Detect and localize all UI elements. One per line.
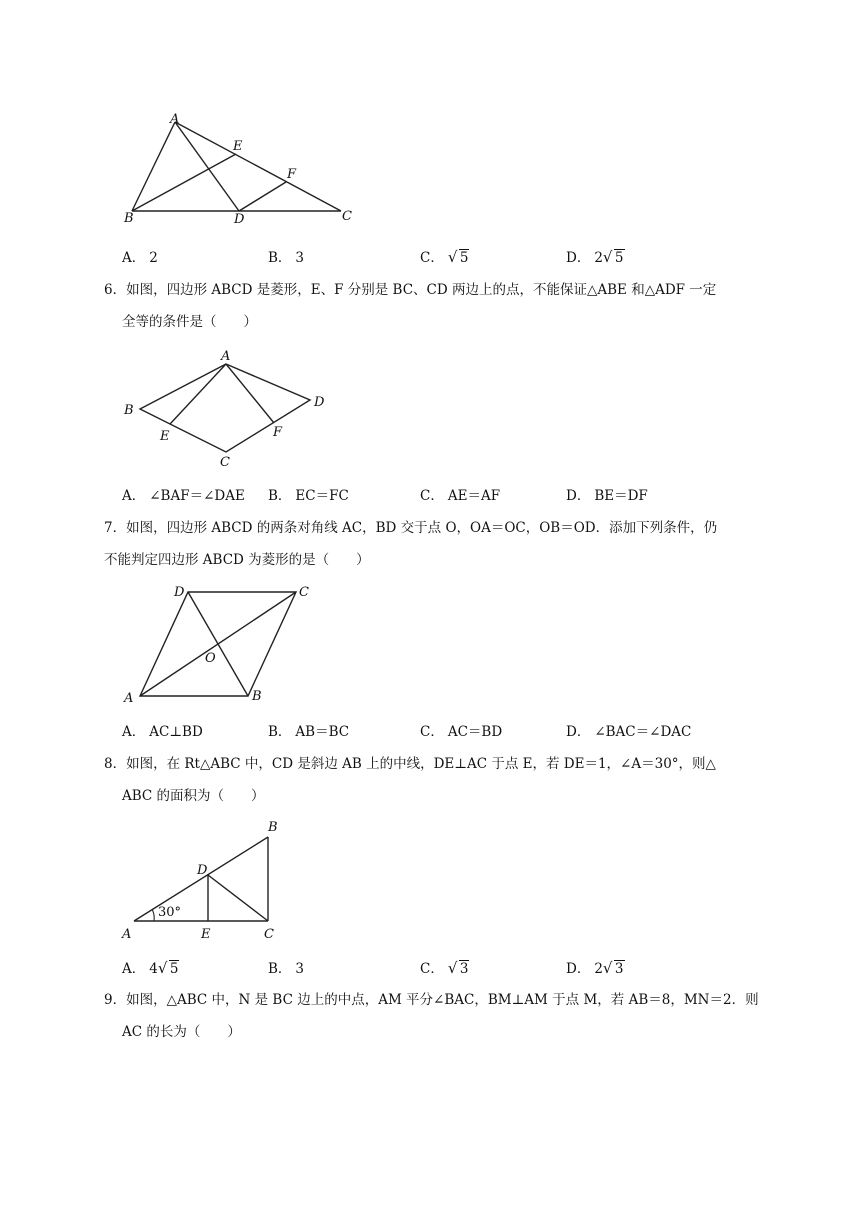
q6-figure	[118, 344, 348, 474]
q5-segment-ab	[132, 122, 175, 211]
q6-option-a[interactable]: A． ∠BAF＝∠DAE	[122, 488, 245, 504]
q8-label-d: D	[197, 863, 208, 878]
q8-figure	[118, 816, 298, 946]
q8-label-b: B	[268, 820, 278, 835]
q6-label-c: C	[220, 455, 230, 470]
q5-option-c[interactable]: C．√ 5	[420, 246, 469, 266]
q8-segment-dc	[208, 875, 268, 921]
q7-label-c: C	[299, 585, 309, 600]
q8-line-1: 8．如图，在 Rt△ABC 中，CD 是斜边 AB 上的中线，DE⊥AC 于点 E，若 DE＝1，∠A＝30°，则△	[104, 756, 716, 772]
q7-stem	[104, 512, 784, 576]
q7-label-d: D	[174, 585, 185, 600]
q5-option-d-radical: √ 5	[603, 250, 625, 266]
q5-label-a: A	[170, 112, 180, 127]
q6-label-f: F	[273, 425, 283, 440]
q6-label-a: A	[221, 349, 231, 364]
q5-option-a[interactable]: A． 2	[122, 250, 158, 266]
q7-option-c[interactable]: C． AC＝BD	[420, 724, 503, 740]
q5-option-d[interactable]: D． 2√ 5	[566, 246, 625, 266]
q8-option-c-radical: √ 3	[448, 961, 470, 977]
q6-line-1: 6．如图，四边形 ABCD 是菱形，E、F 分别是 BC、CD 两边上的点，不能保证△ABE 和△ADF 一定	[104, 282, 717, 298]
q6-line-2: 全等的条件是（ ）	[122, 314, 257, 330]
q7-label-b: B	[252, 689, 262, 704]
q6-label-b: B	[124, 403, 134, 418]
q8-option-a[interactable]: A． 4√ 5	[122, 957, 179, 977]
q6-segment-ae	[170, 364, 226, 424]
q8-option-d-radical: √ 3	[603, 961, 625, 977]
q8-label-e: E	[201, 927, 211, 942]
q7-option-a[interactable]: A． AC⊥BD	[122, 724, 203, 740]
q5-option-c-radical: √ 5	[448, 250, 470, 266]
q6-label-e: E	[160, 429, 170, 444]
q5-option-b[interactable]: B． 3	[268, 250, 305, 266]
q6-stem	[104, 274, 784, 338]
q5-segment-ad	[175, 122, 239, 211]
q8-stem	[104, 748, 784, 812]
q8-angle-label: 30°	[158, 905, 182, 920]
q7-diagonal-bd	[188, 592, 248, 696]
q6-label-d: D	[314, 395, 325, 410]
q9-line-2: AC 的长为（ ）	[122, 1024, 241, 1040]
q8-option-d[interactable]: D． 2√ 3	[566, 957, 625, 977]
q5-label-e: E	[233, 139, 243, 154]
q6-segment-af	[226, 364, 274, 423]
q8-option-a-radical: √ 5	[158, 961, 180, 977]
q7-option-b[interactable]: B． AB＝BC	[268, 724, 350, 740]
q7-label-a: A	[124, 691, 134, 706]
q5-label-b: B	[124, 211, 134, 226]
q8-segment-ab	[134, 837, 268, 921]
q9-line-1: 9．如图，△ABC 中，N 是 BC 边上的中点，AM 平分∠BAC，BM⊥AM 于点 M，若 AB＝8，MN＝2．则	[104, 992, 759, 1008]
q8-label-c: C	[264, 927, 274, 942]
q6-option-c[interactable]: C． AE＝AF	[420, 488, 501, 504]
q7-option-d[interactable]: D． ∠BAC＝∠DAC	[566, 724, 692, 740]
q8-option-b[interactable]: B． 3	[268, 961, 305, 977]
q5-label-f: F	[287, 167, 297, 182]
q6-option-b[interactable]: B． EC＝FC	[268, 488, 349, 504]
q8-option-c[interactable]: C．√ 3	[420, 957, 469, 977]
q7-line-2: 不能判定四边形 ABCD 为菱形的是（ ）	[104, 552, 370, 568]
q8-line-2: ABC 的面积为（ ）	[122, 788, 265, 804]
q5-figure	[120, 110, 370, 230]
q5-segment-df	[239, 182, 286, 211]
q5-label-c: C	[342, 209, 352, 224]
q8-label-a: A	[122, 927, 132, 942]
q7-label-o: O	[205, 651, 216, 666]
q7-figure	[118, 580, 338, 710]
q8-angle-arc	[152, 909, 154, 921]
q5-label-d: D	[234, 212, 245, 227]
q5-segment-be	[132, 154, 236, 211]
q7-line-1: 7．如图，四边形 ABCD 的两条对角线 AC，BD 交于点 O，OA＝OC，OB＝OD．添加下列条件，仍	[104, 520, 718, 536]
q9-stem	[104, 984, 784, 1048]
q5-segment-ac	[175, 122, 341, 211]
q6-option-d[interactable]: D． BE＝DF	[566, 488, 648, 504]
